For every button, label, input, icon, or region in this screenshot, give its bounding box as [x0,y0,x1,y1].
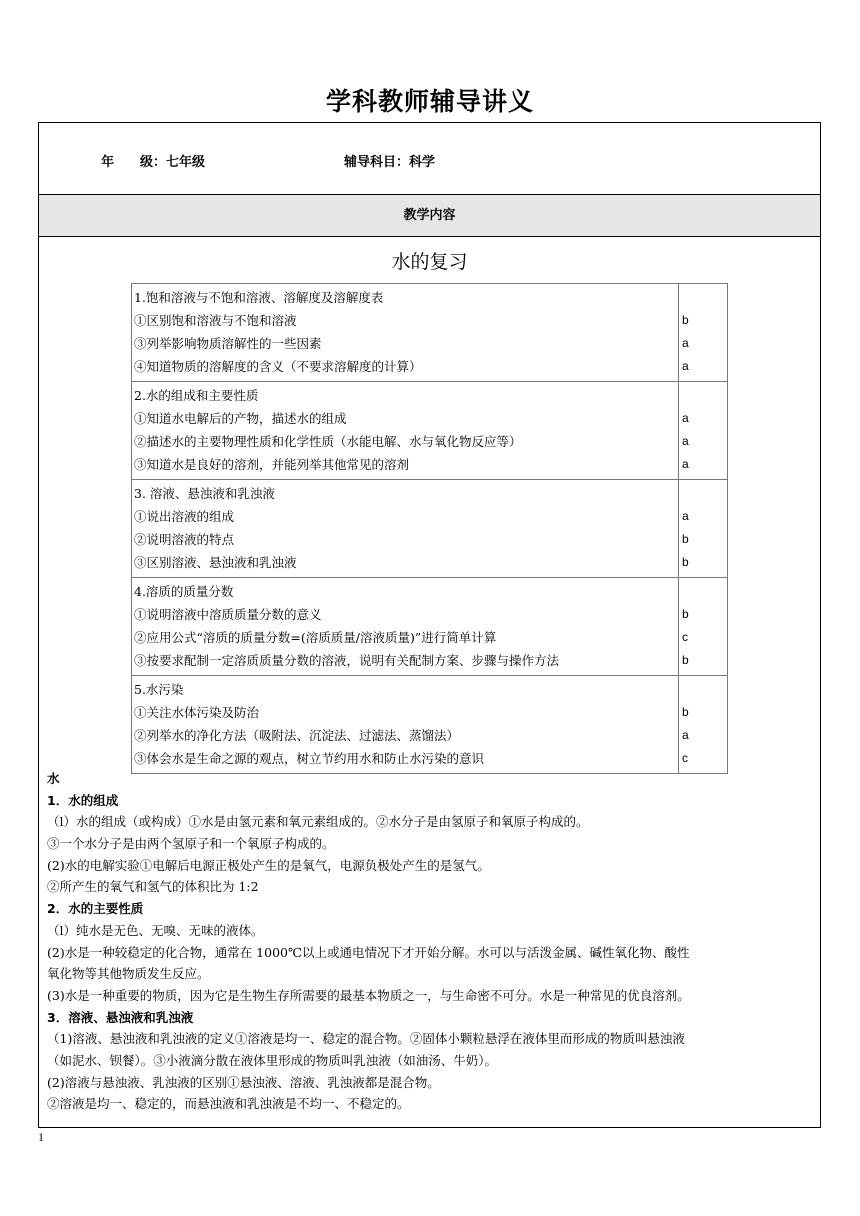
goal-level-cell [679,284,728,382]
goal-level: a [682,509,689,523]
goal-level: b [682,555,689,569]
notes-line: 氧化物等其他物质发生反应。 [47,966,210,982]
goal-item: ④知道物质的溶解度的含义（不要求溶解度的计算） [134,359,422,374]
subject-label: 辅导科目：科学 [344,155,436,170]
goal-item: ①知道水电解后的产物，描述水的组成 [134,411,347,426]
goal-text-cell [132,676,679,774]
goal-section-row [132,480,728,578]
notes-line: (2)水的电解实验①电解后电源正极处产生的是氧气，电源负极处产生的是氢气。 [47,857,490,873]
goal-item: ③体会水是生命之源的观点，树立节约用水和防止水污染的意识 [134,751,485,766]
goal-level-spacer [682,286,727,309]
goal-item: ①说出溶液的组成 [134,509,235,524]
goal-level-spacer [682,678,727,701]
goal-level-spacer [682,580,727,603]
goal-item: ③列举影响物质溶解性的一些因素 [134,336,322,351]
goal-heading: 4.溶质的质量分数 [134,584,234,599]
goal-level: b [682,532,689,546]
notes-subheading: 3．溶液、悬浊液和乳浊液 [47,1009,194,1025]
learning-goals-table [131,283,728,774]
goal-level-cell [679,480,728,578]
notes-line: ②所产生的氧气和氢气的体积比为 1:2 [47,879,259,895]
goal-level-cell [679,676,728,774]
goal-heading: 2.水的组成和主要性质 [134,388,259,403]
goal-section-row [132,284,728,382]
goal-section-row [132,578,728,676]
goal-item: ①关注水体污染及防治 [134,705,260,720]
goal-heading: 1.饱和溶液与不饱和溶液、溶解度及溶解度表 [134,290,384,305]
goal-item: ①说明溶液中溶质质量分数的意义 [134,607,322,622]
section-title: 水的复习 [391,251,468,273]
goal-text-cell [132,382,679,480]
notes-line: ②溶液是均一、稳定的，而悬浊液和乳浊液是不均一、不稳定的。 [47,1096,410,1112]
goal-level: a [682,411,689,425]
goal-text-cell [132,578,679,676]
goal-level: a [682,457,689,471]
goal-level-cell [679,382,728,480]
goal-text-cell [132,480,679,578]
goal-level: c [682,630,688,644]
notes-line: （如泥水、钡餐）。③小液滴分散在液体里形成的物质叫乳浊液（如油汤、牛奶）。 [47,1052,498,1068]
notes-line: （l）水的组成（或构成）①水是由氢元素和氧元素组成的。②水分子是由氢原子和氧原子构成的。 [47,814,589,830]
header-row [39,123,820,195]
goal-level: b [682,653,689,667]
notes-line: (2)水是一种较稳定的化合物，通常在 1000℃以上或通电情况下才开始分解。水可以与活泼金属、碱性氧化物、酸性 [47,944,690,960]
teaching-content-bar: 教学内容 [39,195,820,237]
goal-item: ③知道水是良好的溶剂，并能列举其他常见的溶剂 [134,457,410,472]
goal-level: b [682,607,689,621]
notes-subheading: 1．水的组成 [47,792,119,808]
notes-subheading: 2．水的主要性质 [47,901,144,917]
notes-line: （1)溶液、悬浊液和乳浊液的定义①溶液是均一、稳定的混合物。②固体小颗粒悬浮在液体里而形成的物质叫悬浊液 [47,1031,685,1047]
goal-item: ②描述水的主要物理性质和化学性质（水能电解、水与氧化物反应等） [134,434,522,449]
goal-level: c [682,751,688,765]
document-title: 学科教师辅导讲义 [325,87,534,116]
notes-line: (2)溶液与悬浊液、乳浊液的区别①悬浊液、溶液、乳浊液都是混合物。 [47,1074,440,1090]
goal-level-spacer [682,384,727,407]
notes-line: ③一个水分子是由两个氢原子和一个氧原子构成的。 [47,836,335,852]
page-number: 1 [38,1130,44,1144]
goal-level: a [682,434,689,448]
goal-item: ②应用公式“溶质的质量分数=(溶质质量/溶液质量)”进行简单计算 [134,630,497,645]
goal-item: ③按要求配制一定溶质质量分数的溶液，说明有关配制方案、步骤与操作方法 [134,653,560,668]
lesson-frame [38,122,821,1128]
notes-body [47,768,817,1115]
goal-heading: 3. 溶液、悬浊液和乳浊液 [134,486,275,501]
notes-line: （l）纯水是无色、无嗅、无味的液体。 [47,922,264,938]
goal-level-cell [679,578,728,676]
goal-level-spacer [682,482,727,505]
goal-text-cell [132,284,679,382]
goal-level: b [682,705,689,719]
goal-item: ②说明溶液的特点 [134,532,235,547]
goal-level: a [682,336,689,350]
notes-heading: 水 [47,771,60,786]
goal-section-row [132,676,728,774]
goal-level: a [682,728,689,742]
goal-item: ③区别溶液、悬浊液和乳浊液 [134,555,297,570]
goal-item: ②列举水的净化方法（吸附法、沉淀法、过滤法、蒸馏法） [134,728,460,743]
goal-item: ①区别饱和溶液与不饱和溶液 [134,313,297,328]
goal-level: a [682,359,689,373]
goal-section-row [132,382,728,480]
goal-level: b [682,313,689,327]
notes-line: (3)水是一种重要的物质，因为它是生物生存所需要的最基本物质之一，与生命密不可分。水是一种常见的优良溶剂。 [47,987,690,1003]
goal-heading: 5.水污染 [134,682,184,697]
grade-label: 年 级：七年级 [101,155,206,170]
